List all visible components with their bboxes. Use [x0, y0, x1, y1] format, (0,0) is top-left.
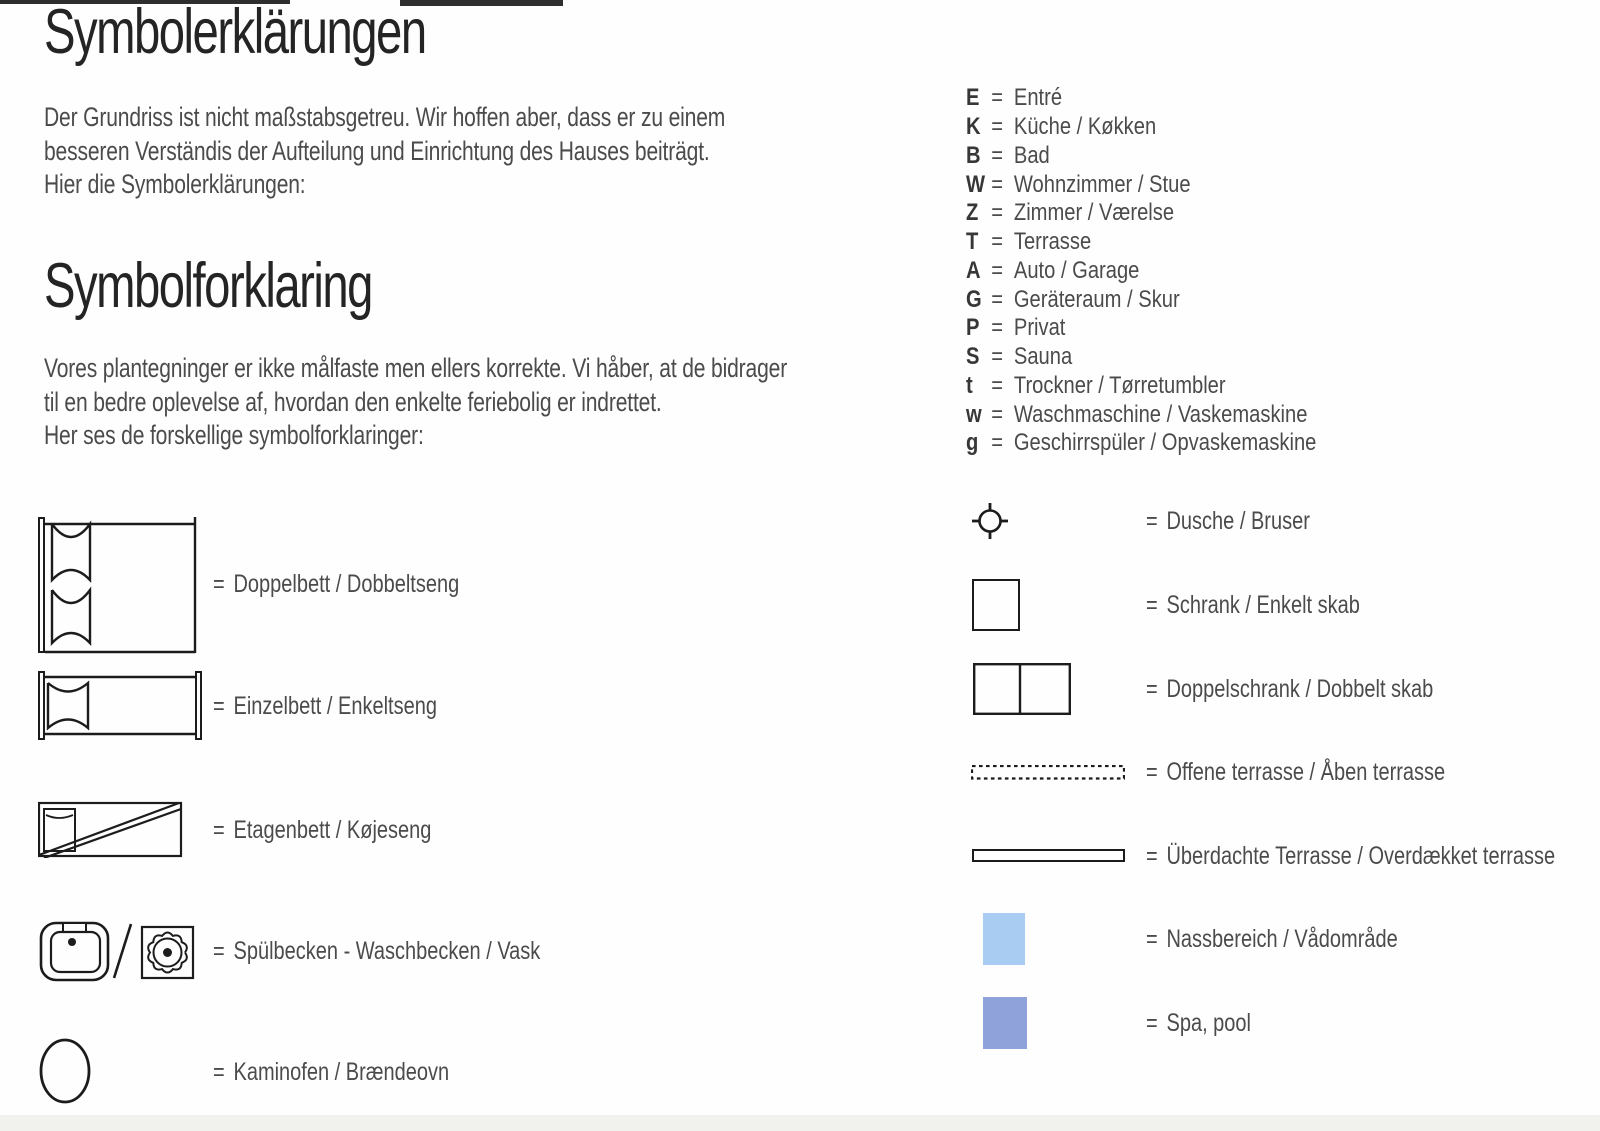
- double-cabinet-label: = Doppelschrank / Dobbelt skab: [1146, 675, 1434, 703]
- single-bed-icon: [37, 670, 203, 741]
- room-label: Zimmer / Værelse: [1013, 199, 1175, 227]
- equals-sign: =: [213, 570, 225, 598]
- letter-row: [966, 257, 1316, 286]
- equals-sign: =: [991, 400, 1003, 428]
- equals-sign: =: [991, 84, 1003, 112]
- wet-area-label: = Nassbereich / Vådområde: [1146, 925, 1398, 953]
- spa-pool-icon: [983, 997, 1027, 1049]
- equals-sign: =: [991, 141, 1003, 169]
- double-cabinet-icon: [973, 663, 1071, 715]
- letter-row: [966, 84, 1316, 113]
- intro-da-line1: Vores plantegninger er ikke målfaste men ellers korrekte. Vi håber, at de bidrager: [44, 353, 788, 383]
- room-letter-legend: [966, 84, 1316, 458]
- equals-sign: =: [213, 692, 225, 720]
- intro-da-line2: til en bedre oplevelse af, hvordan den enkelte feriebolig er indrettet.: [44, 386, 662, 417]
- open-terrace-label: = Offene terrasse / Åben terrasse: [1146, 758, 1446, 786]
- letter-row: [966, 170, 1316, 199]
- equals-sign: =: [1146, 507, 1158, 535]
- wet-area-icon: [983, 913, 1025, 965]
- letter-row: [966, 314, 1316, 343]
- room-letter: Z: [966, 199, 979, 227]
- equals-sign: =: [1146, 1009, 1158, 1037]
- equals-sign: =: [213, 1058, 225, 1086]
- page-title-german: Symbolerklärungen: [44, 0, 426, 67]
- page-title-danish: Symbolforklaring: [44, 251, 372, 321]
- room-letter: t: [966, 371, 973, 399]
- equals-sign: =: [991, 228, 1003, 256]
- equals-sign: =: [991, 429, 1003, 457]
- bunk-bed-icon: [38, 801, 183, 858]
- room-letter: G: [966, 285, 982, 313]
- equals-sign: =: [991, 285, 1003, 313]
- room-label: Trockner / Tørretumbler: [1013, 371, 1226, 399]
- letter-row: [966, 199, 1316, 228]
- page-edge-strip: [0, 1115, 1600, 1131]
- room-label: Wohnzimmer / Stue: [1013, 170, 1191, 198]
- room-letter: E: [966, 84, 980, 112]
- room-label: Privat: [1013, 314, 1066, 342]
- equals-sign: =: [1146, 758, 1158, 786]
- single-cabinet-icon: [972, 579, 1020, 631]
- letter-row: [966, 228, 1316, 257]
- equals-sign: =: [1146, 675, 1158, 703]
- room-letter: T: [966, 228, 979, 256]
- wood-stove-icon: [39, 1038, 93, 1106]
- letter-row: [966, 372, 1316, 401]
- room-label: Geschirrspüler / Opvaskemaskine: [1013, 429, 1317, 457]
- letter-row: [966, 142, 1316, 171]
- equals-sign: =: [1146, 842, 1158, 870]
- equals-sign: =: [991, 256, 1003, 284]
- room-label: Sauna: [1013, 343, 1073, 371]
- spa-pool-label: = Spa, pool: [1146, 1009, 1251, 1037]
- equals-sign: =: [991, 343, 1003, 371]
- equals-sign: =: [1146, 925, 1158, 953]
- room-label: Geräteraum / Skur: [1013, 285, 1180, 313]
- double-bed-icon: [37, 514, 198, 655]
- room-letter: g: [966, 429, 979, 457]
- intro-paragraph-danish: [44, 352, 787, 453]
- equals-sign: =: [991, 199, 1003, 227]
- letter-row: [966, 343, 1316, 372]
- shower-icon: [970, 501, 1010, 541]
- room-letter: P: [966, 314, 980, 342]
- equals-sign: =: [213, 816, 225, 844]
- equals-sign: =: [991, 113, 1003, 141]
- sink-washbasin-icon: [39, 916, 197, 984]
- room-label: Terrasse: [1013, 228, 1092, 256]
- room-label: Entré: [1013, 84, 1063, 112]
- open-terrace-icon: [971, 765, 1125, 780]
- room-letter: K: [966, 113, 981, 141]
- intro-de-line3: Hier die Symbolerklärungen:: [44, 169, 306, 199]
- equals-sign: =: [991, 170, 1003, 198]
- letter-row: [966, 285, 1316, 314]
- intro-de-line2: besseren Verständis der Aufteilung und Einrichtung des Hauses beiträgt.: [44, 135, 710, 166]
- letter-row: [966, 113, 1316, 142]
- sink-label: = Spülbecken - Waschbecken / Vask: [213, 937, 541, 965]
- shower-label: = Dusche / Bruser: [1146, 507, 1310, 535]
- single-cabinet-label: = Schrank / Enkelt skab: [1146, 591, 1360, 619]
- equals-sign: =: [213, 937, 225, 965]
- intro-da-line3: Her ses de forskellige symbolforklaringer:: [44, 420, 424, 450]
- room-label: Waschmaschine / Vaskemaskine: [1013, 400, 1308, 428]
- room-label: Auto / Garage: [1013, 256, 1140, 284]
- single-bed-label: = Einzelbett / Enkeltseng: [213, 692, 437, 720]
- double-bed-label: = Doppelbett / Dobbeltseng: [213, 570, 460, 598]
- room-letter: A: [966, 256, 981, 284]
- room-letter: S: [966, 343, 980, 371]
- letter-row: [966, 429, 1316, 458]
- equals-sign: =: [1146, 591, 1158, 619]
- covered-terrace-icon: [972, 849, 1125, 862]
- room-label: Bad: [1013, 141, 1050, 169]
- bunk-bed-label: = Etagenbett / Køjeseng: [213, 816, 432, 844]
- room-label: Küche / Køkken: [1013, 113, 1157, 141]
- covered-terrace-label: = Überdachte Terrasse / Overdækket terrasse: [1146, 842, 1556, 870]
- room-letter: W: [966, 170, 986, 198]
- equals-sign: =: [991, 314, 1003, 342]
- letter-row: [966, 400, 1316, 429]
- room-letter: w: [966, 400, 982, 428]
- intro-paragraph-german: [44, 101, 725, 202]
- equals-sign: =: [991, 371, 1003, 399]
- room-letter: B: [966, 141, 981, 169]
- wood-stove-label: = Kaminofen / Brændeovn: [213, 1058, 450, 1086]
- intro-de-line1: Der Grundriss ist nicht maßstabsgetreu. Wir hoffen aber, dass er zu einem: [44, 102, 726, 132]
